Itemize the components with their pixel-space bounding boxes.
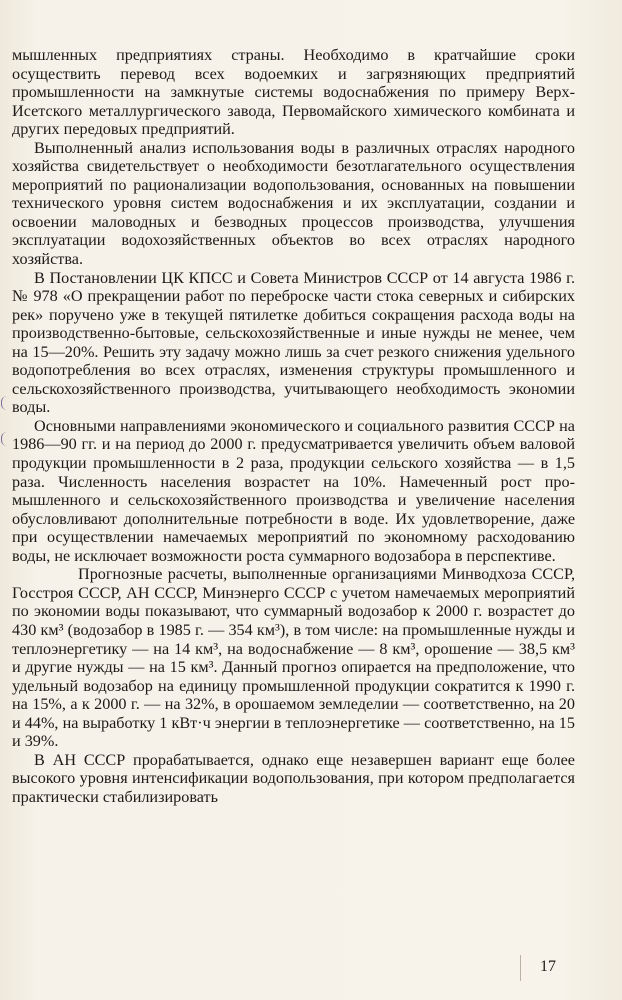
paragraph-4: Основными направлениями экономического и социального развития СССР на 1986—90 гг. и на период до 2000 г. предусматривается увеличить объем валовой продукции промышленности в 2 раза, продукции сельского хозяйства — в 1,5 раза. Численность населения возрастет на 10%. Намеченный рост промышленного и сельскохозяйственного производства и увеличение населения обусловливают дополнительные потребности в воде. Их удовлетворение, даже при осуществлении намечаемых мероприятий по экономному расходованию воды, не исключает возможности роста суммарного водозабора в перспективе. [12,416,575,565]
page-text [12,46,575,806]
paragraph-3: В Постановлении ЦК КПСС и Совета Министров СССР от 14 августа 1986 г. № 978 «О прекращении работ по переброске части стока северных и сибирских рек» поручено уже в текущей пятилетке добиться сокращения расхода воды на производственно-бытовые, сельскохозяйственные и иные нужды не менее, чем на 15—20%. Решить эту задачу можно лишь за счет резкого снижения удельного водопотребления во всех отраслях, изменения структуры промышленного и сельскохозяйственного производства, учитывающего необходимость экономии воды. [12,268,575,417]
page-number-divider [520,955,521,981]
paragraph-1: мышленных предприятиях страны. Необходимо в кратчайшие сроки осуществить перевод всех водоемких и загрязняющих предприятий промышленности на замкнутые системы водоснабжения по примеру Верх-Исетского металлургического завода, Первомайского химического комбината и других передовых предприятий. [12,46,575,139]
paragraph-2: Выполненный анализ использования воды в различных отраслях народного хозяйства свидетельствует о необходимости безотлагательного осуществления мероприятий по рационализации водопользования, основанных на повышении технического уровня систем водоснабжения и их эксплуатации, создании и освоении маловодных и безводных процессов производства, улучшения эксплуатации водохозяйственных объектов во всех отраслях народного хозяйства. [12,138,575,269]
paragraph-6: В АН СССР прорабатывается, однако еще незавершен вариант еще более высокого уровня интенсификации водопользования, при котором предполагается практически стабилизировать [12,750,575,806]
margin-pencil-mark [1,432,8,446]
margin-pencil-mark [1,396,8,410]
page-number: 17 [540,958,556,975]
paragraph-5: Прогнозные расчеты, выполненные организациями Минводхоза СССР, Госстроя СССР, АН СССР, Минэнерго СССР с учетом намечаемых мероприятий по экономии воды показывают, что суммарный водозабор к 2000 г. возрастет до 430 км³ (водозабор в 1985 г. — 354 км³), в том числе: на промышленные нужды и теплоэнергетику — на 14 км³, на водоснабжение — 8 км³, орошение — 38,5 км³ и другие нужды — на 15 км³. Данный прогноз опирается на предположение, что удельный водозабор на единицу промышленной продукции сократится к 1990 г. на 15%, а к 2000 г. — на 32%, в орошаемом земледелии — соответственно, на 20 и 44%, на выработку 1 кВт·ч энергии в теплоэнергетике — соответственно, на 15 и 39%. [12,565,575,751]
